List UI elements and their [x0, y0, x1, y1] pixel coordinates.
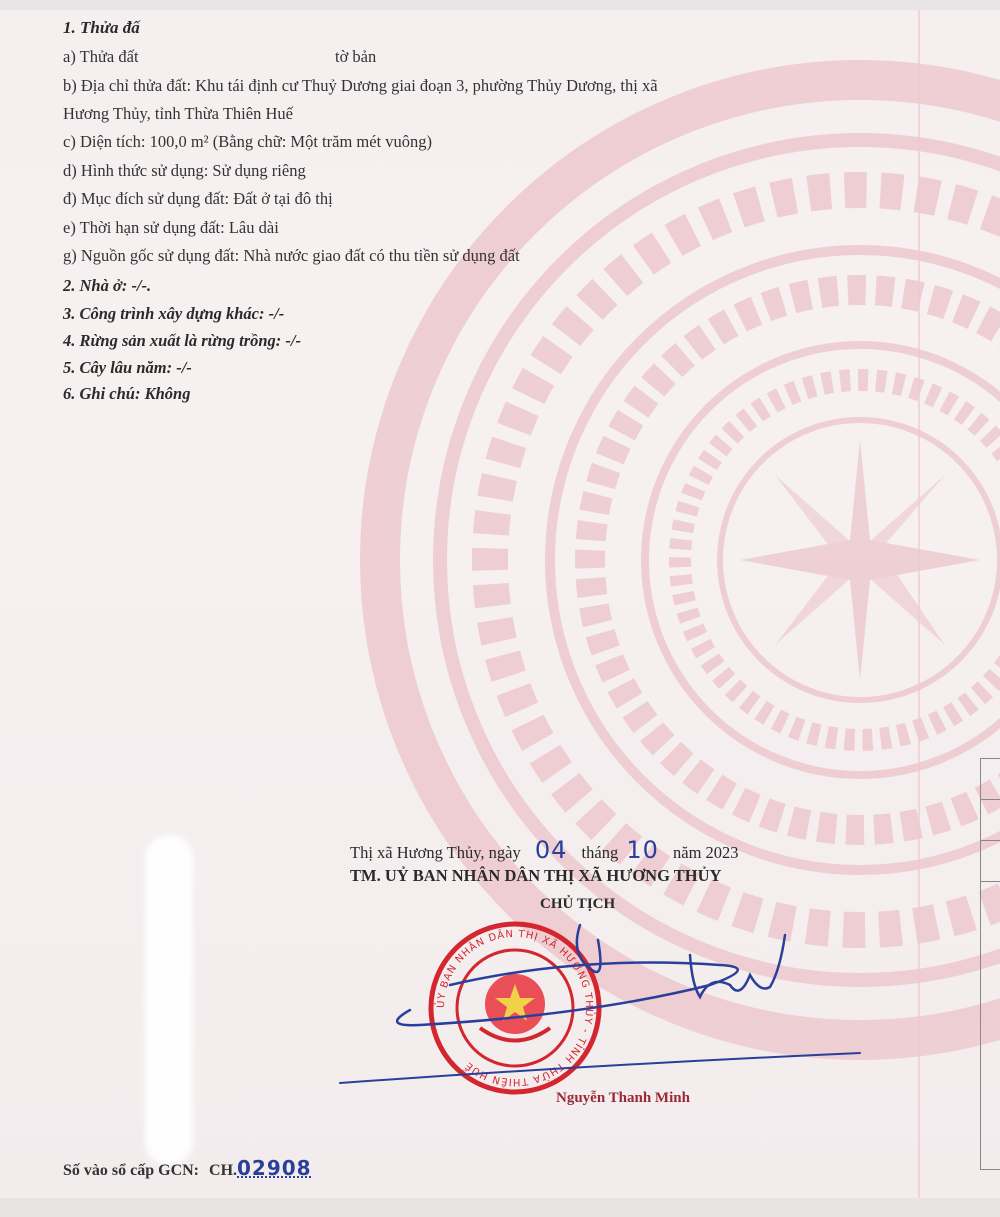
usage-form: d) Hình thức sử dụng: Sử dụng riêng	[63, 161, 306, 180]
side-table-edge	[980, 758, 1000, 1170]
register-prefix: CH.	[209, 1162, 238, 1179]
parcel-line-a	[63, 47, 377, 67]
signer-title: CHỦ TỊCH	[540, 896, 616, 912]
register-number	[63, 1156, 312, 1180]
month-handwritten: 10	[626, 836, 659, 864]
redaction-blot	[145, 835, 193, 1165]
stamp-text: ỦY BAN NHÂN DÂN THỊ XÃ HƯƠNG THỦY - TỈNH THỪA THIÊN HUẾ	[435, 928, 595, 1088]
parcel-address: b) Địa chỉ thửa đất: Khu tái định cư Thuỷ Dương giai đoạn 3, phường Thủy Dương, thị xã	[63, 76, 658, 95]
parcel-label: a) Thửa đất	[63, 47, 139, 66]
issuing-authority: TM. UỶ BAN NHÂN DÂN THỊ XÃ HƯƠNG THỦY	[350, 866, 722, 885]
signer-name: Nguyễn Thanh Minh	[556, 1090, 690, 1106]
section-planted-forest: 4. Rừng sản xuất là rừng trồng: -/-	[63, 331, 301, 350]
register-handwritten-number: 02908	[237, 1156, 312, 1180]
year-label: năm 2023	[673, 843, 739, 862]
land-use-purpose: đ) Mục đích sử dụng đất: Đất ở tại đô thị	[63, 189, 333, 208]
parcel-area: c) Diện tích: 100,0 m² (Bằng chữ: Một trăm mét vuông)	[63, 132, 433, 151]
section-notes: 6. Ghi chú: Không	[63, 384, 191, 403]
place-date	[350, 836, 739, 864]
section-perennial-trees: 5. Cây lâu năm: -/-	[63, 358, 192, 377]
month-label: tháng	[581, 843, 619, 862]
parcel-address-cont: Hương Thủy, tỉnh Thừa Thiên Huế	[63, 104, 293, 123]
section-house: 2. Nhà ở: -/-.	[63, 276, 152, 295]
usage-term: e) Thời hạn sử dụng đất: Lâu dài	[63, 218, 279, 237]
place-date-prefix: Thị xã Hương Thủy, ngày	[350, 843, 521, 862]
land-origin: g) Nguồn gốc sử dụng đất: Nhà nước giao đất có thu tiền sử dụng đất	[63, 246, 520, 265]
section-1-heading: 1. Thửa đấ	[63, 18, 140, 37]
drum-watermark	[360, 60, 1000, 1060]
top-edge	[0, 0, 1000, 10]
fold-line	[918, 10, 920, 1217]
map-sheet-label: tờ bản	[335, 47, 377, 66]
handwritten-signature	[330, 915, 870, 1095]
bottom-edge	[0, 1198, 1000, 1217]
register-label: Số vào sổ cấp GCN:	[63, 1162, 200, 1179]
day-handwritten: 04	[534, 836, 568, 864]
section-other-construction: 3. Công trình xây dựng khác: -/-	[63, 304, 285, 323]
